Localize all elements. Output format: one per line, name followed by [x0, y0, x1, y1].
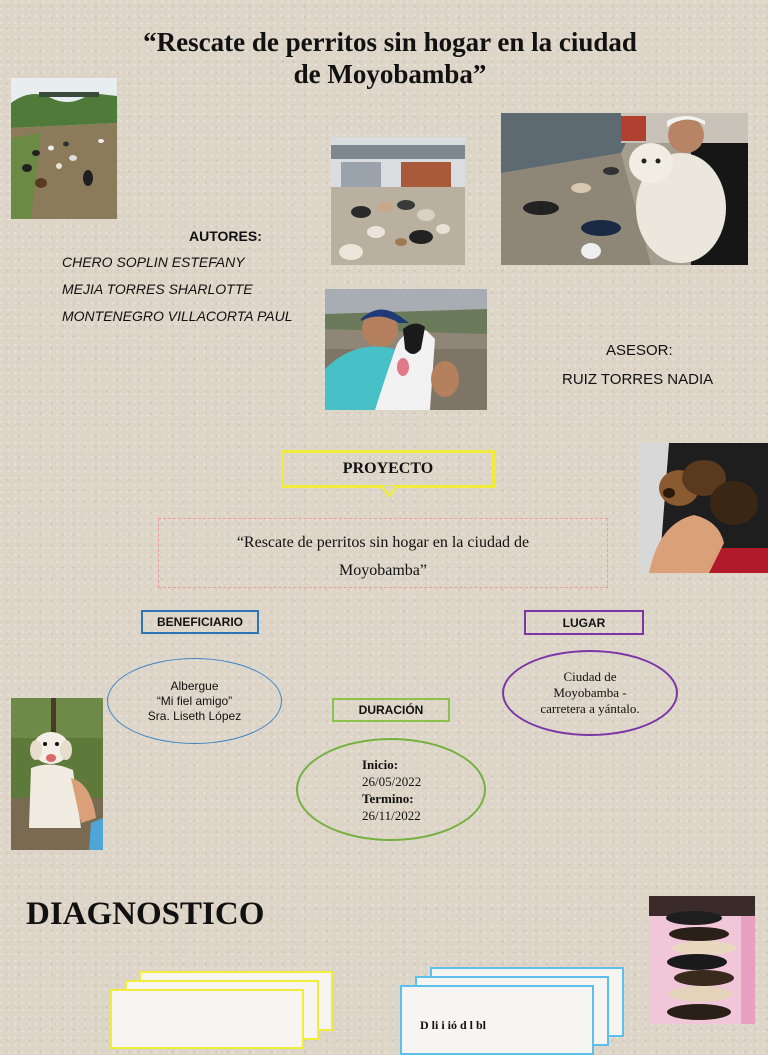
woman-with-white-dog-photo: [501, 113, 748, 265]
duration-label-box: [332, 698, 450, 722]
girl-with-dog-photo: [325, 289, 487, 410]
authors-label: AUTORES:: [189, 228, 262, 244]
poster-title-line1: “Rescate de perritos sin hogar en la ciudad: [143, 27, 637, 57]
place-line: carretera a yántalo.: [540, 701, 640, 716]
blue-card-front: [400, 985, 594, 1055]
beneficiary-line: Albergue: [170, 678, 219, 693]
blue-card-text: D li i ió d l bl: [420, 1018, 487, 1032]
advisor-name: RUIZ TORRES NADIA: [562, 371, 714, 388]
end-label: Termino:: [362, 790, 414, 806]
duration-ellipse: [296, 738, 486, 841]
author-name: MONTENEGRO VILLACORTA PAUL: [62, 308, 293, 324]
duration-label: DURACIÓN: [358, 703, 424, 717]
beneficiary-line: Sra. Liseth López: [147, 708, 242, 723]
poster-title-line2: de Moyobamba”: [293, 59, 487, 89]
project-title-box: [158, 518, 608, 588]
project-label: PROYECTO: [342, 460, 434, 477]
project-title-line1: “Rescate de perritos sin hogar en la ciudad de: [236, 534, 530, 551]
yellow-card-front: [110, 989, 304, 1049]
callout-pointer-inner: [383, 486, 395, 494]
kennel-dogs-photo: [331, 137, 465, 265]
place-label-box: [524, 610, 644, 635]
white-dog-photo: [11, 698, 103, 850]
advisor-label: ASESOR:: [606, 342, 673, 359]
beneficiary-line: “Mi fiel amigo”: [156, 693, 233, 708]
place-line: Ciudad de: [563, 669, 617, 684]
beneficiary-ellipse: [107, 658, 282, 744]
shelter-yard-photo: [11, 78, 117, 219]
newborn-puppies-photo: [649, 896, 755, 1024]
diagnostic-title: DIAGNOSTICO: [26, 896, 265, 932]
project-title-line2: Moyobamba”: [339, 562, 427, 579]
author-name: CHERO SOPLIN ESTEFANY: [62, 254, 245, 270]
start-label: Inicio:: [362, 756, 399, 772]
start-date: 26/05/2022: [362, 773, 422, 789]
place-line: Moyobamba -: [553, 685, 627, 700]
beneficiary-label: BENEFICIARIO: [156, 615, 243, 629]
beneficiary-label-box: [141, 610, 259, 634]
place-label: LUGAR: [562, 615, 606, 630]
project-callout: [281, 450, 495, 488]
poster-title: [60, 26, 720, 90]
end-date: 26/11/2022: [362, 807, 421, 823]
puppies-in-hand-photo: [639, 443, 768, 573]
place-ellipse: [502, 650, 678, 736]
author-name: MEJIA TORRES SHARLOTTE: [62, 281, 253, 297]
